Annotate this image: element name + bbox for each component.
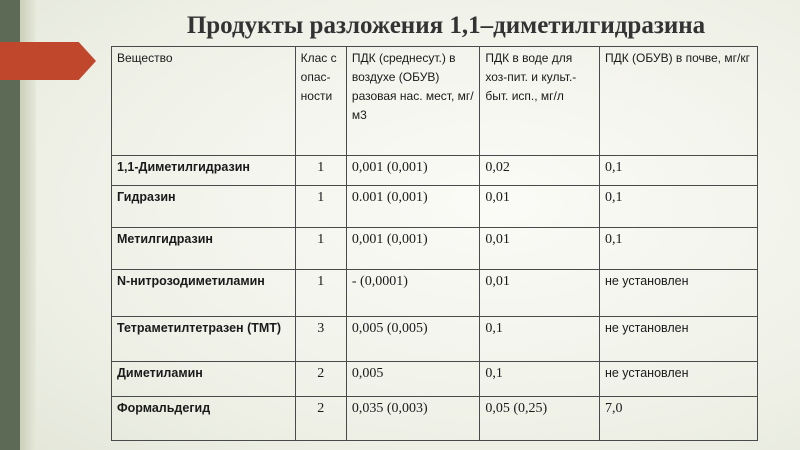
cell-substance: Тетраметилтетразен (ТМТ): [112, 317, 296, 362]
cell-pdk-water: 0,1: [480, 317, 600, 362]
table-row: [112, 362, 758, 397]
table-row: [112, 397, 758, 441]
table-row: [112, 317, 758, 362]
cell-hazard-class: 1: [295, 228, 346, 270]
cell-pdk-soil: не установлен: [599, 317, 757, 362]
cell-pdk-soil: 0,1: [599, 156, 757, 186]
cell-pdk-soil: не установлен: [599, 270, 757, 317]
slide-title: Продукты разложения 1,1–диметилгидразина: [186, 12, 706, 39]
cell-pdk-soil: не установлен: [599, 362, 757, 397]
cell-substance: 1,1-Диметилгидразин: [112, 156, 296, 186]
table-row: [112, 186, 758, 228]
cell-pdk-water: 0,01: [480, 270, 600, 317]
cell-pdk-air: - (0,0001): [346, 270, 479, 317]
cell-substance: Гидразин: [112, 186, 296, 228]
header-pdk-soil: ПДК (ОБУВ) в почве, мг/кг: [599, 47, 757, 156]
pdk-table: [111, 46, 758, 441]
cell-hazard-class: 1: [295, 156, 346, 186]
header-substance: Вещество: [112, 47, 296, 156]
cell-hazard-class: 1: [295, 186, 346, 228]
cell-pdk-water: 0,05 (0,25): [480, 397, 600, 441]
cell-pdk-air: 0,001 (0,001): [346, 156, 479, 186]
cell-pdk-soil: 7,0: [599, 397, 757, 441]
cell-pdk-air: 0,001 (0,001): [346, 228, 479, 270]
cell-pdk-water: 0,1: [480, 362, 600, 397]
cell-pdk-air: 0,005: [346, 362, 479, 397]
cell-hazard-class: 2: [295, 362, 346, 397]
header-hazard-class: Клас с опас-ности: [295, 47, 346, 156]
cell-substance: N-нитрозодиметиламин: [112, 270, 296, 317]
cell-substance: Метилгидразин: [112, 228, 296, 270]
table-row: [112, 228, 758, 270]
accent-arrow-shape: [0, 42, 96, 80]
cell-pdk-air: 0.001 (0,001): [346, 186, 479, 228]
table-row: [112, 156, 758, 186]
table-row: [112, 270, 758, 317]
cell-pdk-soil: 0,1: [599, 228, 757, 270]
cell-hazard-class: 2: [295, 397, 346, 441]
cell-pdk-water: 0,01: [480, 228, 600, 270]
cell-substance: Диметиламин: [112, 362, 296, 397]
header-pdk-air: ПДК (среднесут.) в воздухе (ОБУВ) разовая нас. мест, мг/м3: [346, 47, 479, 156]
header-pdk-water: ПДК в воде для хоз-пит. и культ.-быт. исп., мг/л: [480, 47, 600, 156]
cell-pdk-water: 0,01: [480, 186, 600, 228]
cell-substance: Формальдегид: [112, 397, 296, 441]
cell-pdk-water: 0,02: [480, 156, 600, 186]
cell-hazard-class: 1: [295, 270, 346, 317]
cell-pdk-soil: 0,1: [599, 186, 757, 228]
cell-hazard-class: 3: [295, 317, 346, 362]
cell-pdk-air: 0,035 (0,003): [346, 397, 479, 441]
table-header-row: [112, 47, 758, 156]
cell-pdk-air: 0,005 (0,005): [346, 317, 479, 362]
